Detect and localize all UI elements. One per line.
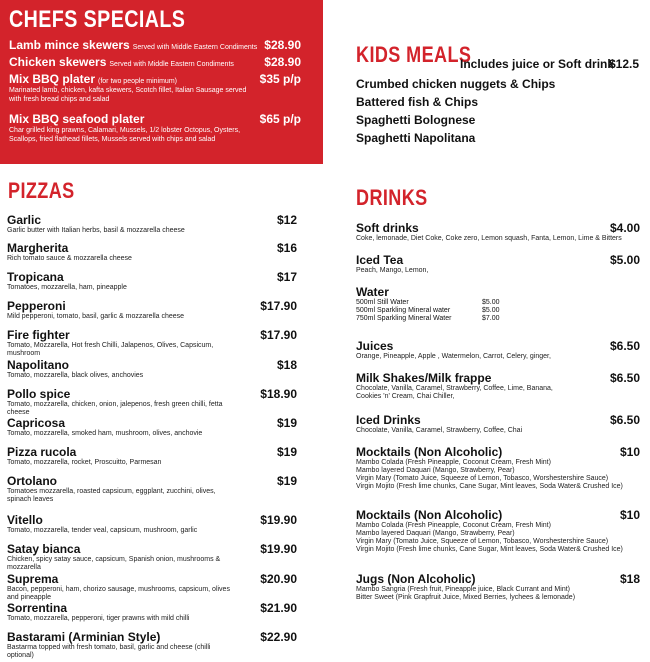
drink-item-soft-drinks: [356, 221, 640, 243]
pizzas-title: PIZZAS: [8, 178, 75, 203]
item-name: Mocktails (Non Alcoholic): [356, 508, 503, 522]
item-name: Tropicana: [7, 270, 64, 284]
item-line: Mambo layered Daquari (Mango, Strawberry, Pear): [356, 467, 515, 474]
item-line: Virgin Mojito (Fresh lime chunks, Cane Sugar, Mint leaves, Soda Water& Crushed Ice): [356, 483, 623, 490]
item-name: Water: [356, 285, 389, 299]
item-price: $18: [276, 358, 297, 372]
item-price: $28.90: [264, 55, 301, 69]
item-name: Garlic: [7, 213, 42, 227]
pizza-item: [7, 241, 297, 263]
item-price: $28.90: [264, 38, 301, 52]
item-name: Iced Tea: [356, 253, 404, 267]
kids-item: Battered fish & Chips: [356, 95, 479, 109]
item-price: $18: [619, 572, 640, 586]
item-price: $19: [276, 445, 297, 459]
item-line: Mambo Colada (Fresh Pineapple, Coconut Cream, Fresh Mint): [356, 459, 551, 466]
item-description: Tomato, mozzarella, pepperoni, tiger prawns with mild chilli: [7, 615, 190, 622]
pizza-item: [7, 387, 297, 417]
item-name: Milk Shakes/Milk frappe: [356, 371, 492, 385]
item-description: Chocolate, Vanilla, Caramel, Strawberry, Coffee, Lime, Banana, Cookies 'n' Cream, Chai Chiller,: [356, 385, 553, 400]
item-description: Tomato, mozzarella, rocket, Proscuitto, Parmesan: [7, 459, 162, 466]
item-price: $17.90: [260, 328, 297, 342]
item-description: Chicken, spicy satay sauce, capsicum, Spanish onion, mushrooms & mozzarella: [7, 556, 221, 571]
kids-meals-note: Includes juice or Soft drink: [460, 57, 615, 71]
item-name: Pepperoni: [7, 299, 66, 313]
item-description: Tomatoes mozzarella, roasted capsicum, eggplant, zucchini, olives, spinach leaves: [7, 488, 216, 503]
item-name: Vitello: [7, 513, 43, 527]
item-description: Coke, lemonade, Diet Coke, Coke zero, Lemon squash, Fanta, Lemon, Lime & Bitters: [356, 235, 622, 242]
item-price: $18.90: [260, 387, 297, 401]
item-note: Served with Middle Eastern Condiments: [109, 61, 234, 68]
item-price: $10: [619, 445, 640, 459]
item-description: Tomatoes, mozzarella, ham, pineapple: [7, 284, 127, 291]
item-line: Virgin Mojito (Fresh lime chunks, Cane Sugar, Mint leaves, Soda Water& Crushed Ice): [356, 546, 623, 553]
chefs-specials-panel: [0, 0, 323, 164]
item-name: Mocktails (Non Alcoholic): [356, 445, 503, 459]
item-name: Mix BBQ plater: [9, 72, 96, 86]
item-name: Iced Drinks: [356, 413, 421, 427]
item-note: Served with Middle Eastern Condiments: [132, 44, 258, 51]
menu-item: [9, 112, 309, 144]
item-line: Mambo Sangria (Fresh fruit, Pineapple juice, Black Currant and Mint): [356, 586, 570, 593]
item-description: Garlic butter with Italian herbs, basil & mozzarella cheese: [7, 227, 185, 234]
item-line: Mambo Colada (Fresh Pineapple, Coconut Cream, Fresh Mint): [356, 522, 551, 529]
item-name: Juices: [356, 339, 394, 353]
item-name: Pollo spice: [7, 387, 71, 401]
item-description: Rich tomato sauce & mozzarella cheese: [7, 255, 132, 262]
item-price: $6.50: [609, 413, 640, 427]
drink-item-iced-tea: [356, 253, 640, 275]
item-description: Tomato, mozzarella, chicken, onion, jalepenos, fresh green chilli, fetta cheese: [7, 401, 223, 416]
menu-item: [9, 72, 309, 104]
kids-meals-title: KIDS MEALS: [356, 42, 472, 67]
item-name: Pizza rucola: [7, 445, 77, 459]
item-name: Soft drinks: [356, 221, 419, 235]
item-line: Mambo layered Daquari (Mango, Strawberry, Pear): [356, 530, 515, 537]
item-description: Tomato, mozzarella, tender veal, capsicum, mushroom, garlic: [7, 527, 198, 534]
item-price: $6.50: [609, 371, 640, 385]
item-name: Capricosa: [7, 416, 66, 430]
item-price: $19.90: [260, 513, 297, 527]
item-price: $17.90: [260, 299, 297, 313]
pizza-item: [7, 270, 297, 292]
item-price: $19: [276, 474, 297, 488]
pizza-item: [7, 445, 297, 467]
item-name: Napolitano: [7, 358, 69, 372]
drink-item-juices: [356, 339, 640, 361]
item-name: Bastarami (Arminian Style): [7, 630, 161, 644]
pizza-item: [7, 299, 297, 321]
kids-item: Spaghetti Napolitana: [356, 131, 476, 145]
water-row: 500ml Still Water $5.00: [356, 299, 500, 306]
pizza-item: [7, 474, 297, 504]
item-description: Char grilled king prawns, Calamari, Mussels, 1/2 lobster Octopus, Oysters, Scallops, fried flathead fillets, Mussels served with chips and salad: [9, 127, 241, 143]
pizza-item: [7, 513, 297, 535]
item-name: Ortolano: [7, 474, 57, 488]
item-name: Sorrentina: [7, 601, 68, 615]
item-name: Satay bianca: [7, 542, 81, 556]
item-price: $4.00: [609, 221, 640, 235]
item-price: $10: [619, 508, 640, 522]
item-description: Marinated lamb, chicken, kafta skewers, Scotch fillet, Italian Sausage served with fresh bread chips and salad: [9, 87, 247, 103]
pizza-item: [7, 328, 297, 358]
item-line: Virgin Mary (Tomato Juice, Squeeze of Lemon, Tobasco, Worshestershire Sauce): [356, 538, 609, 545]
pizza-item: [7, 416, 297, 438]
item-price: $6.50: [609, 339, 640, 353]
item-description: Orange, Pineapple, Apple , Watermelon, Carrot, Celery, ginger,: [356, 353, 551, 360]
item-line: Bitter Sweet (Pink Grapfruit Juice, Mixed Berries, lychees & lemonade): [356, 594, 576, 601]
drink-item-mocktails: [356, 445, 640, 491]
menu-item: [9, 38, 309, 52]
item-description: Chocolate, Vanilla, Caramel, Strawberry, Coffee, Chai: [356, 427, 523, 434]
drinks-title: DRINKS: [356, 185, 428, 210]
menu-item: [9, 55, 309, 69]
item-description: Tomato, mozzarella, black olives, anchovies: [7, 372, 144, 379]
kids-item: Crumbed chicken nuggets & Chips: [356, 77, 556, 91]
item-description: Tomato, Mozzarella, Hot fresh Chilli, Jalapenos, Olives, Capsicum, mushroom: [7, 342, 214, 357]
drink-item-jugs: [356, 572, 640, 602]
pizza-item: [7, 213, 297, 235]
item-price: $5.00: [609, 253, 640, 267]
item-name: Mix BBQ seafood plater: [9, 112, 145, 126]
chefs-specials-title: CHEFS SPECIALS: [9, 6, 186, 33]
item-name: Margherita: [7, 241, 69, 255]
item-price: $35 p/p: [259, 72, 301, 86]
pizza-item: [7, 630, 297, 660]
item-description: Bacon, pepperoni, ham, chorizo sausage, mushrooms, capsicum, olives and pineapple: [7, 586, 230, 601]
item-name: Jugs (Non Alcoholic): [356, 572, 476, 586]
item-description: Tomato, mozzarella, smoked ham, mushroom, olives, anchovie: [7, 430, 203, 437]
kids-item: Spaghetti Bolognese: [356, 113, 476, 127]
item-price: $12: [276, 213, 297, 227]
item-name: Chicken skewers: [9, 55, 107, 69]
item-name: Lamb mince skewers: [9, 38, 130, 52]
pizza-item: [7, 542, 297, 572]
item-description: Peach, Mango, Lemon,: [356, 267, 429, 274]
drink-item-mocktails: [356, 508, 640, 554]
drink-item-water: [356, 285, 640, 323]
item-note: (for two people minimum): [98, 78, 177, 85]
item-price: $65 p/p: [259, 112, 301, 126]
pizza-item: [7, 358, 297, 380]
item-price: $16: [276, 241, 297, 255]
item-name: Fire fighter: [7, 328, 70, 342]
item-price: $17: [276, 270, 297, 284]
pizza-item: [7, 572, 297, 602]
item-price: $19.90: [260, 542, 297, 556]
item-description: Mild pepperoni, tomato, basil, garlic & mozzarella cheese: [7, 313, 185, 320]
pizza-item: [7, 601, 297, 623]
drink-item-iced-drinks: [356, 413, 640, 435]
drink-item-milk-shakes: [356, 371, 640, 401]
water-row: 500ml Sparkling Mineral water $5.00: [356, 307, 500, 314]
item-price: $20.90: [260, 572, 297, 586]
kids-meals-price: $12.5: [609, 57, 640, 71]
item-price: $19: [276, 416, 297, 430]
item-name: Suprema: [7, 572, 59, 586]
item-price: $22.90: [260, 630, 297, 644]
item-line: Virgin Mary (Tomato Juice, Squeeze of Lemon, Tobasco, Worshestershire Sauce): [356, 475, 609, 482]
item-description: Bastarma topped with fresh tomato, basil, garlic and cheese (chilli optional): [7, 644, 211, 659]
water-row: 750ml Sparkling Mineral Water $7.00: [356, 315, 500, 322]
item-price: $21.90: [260, 601, 297, 615]
